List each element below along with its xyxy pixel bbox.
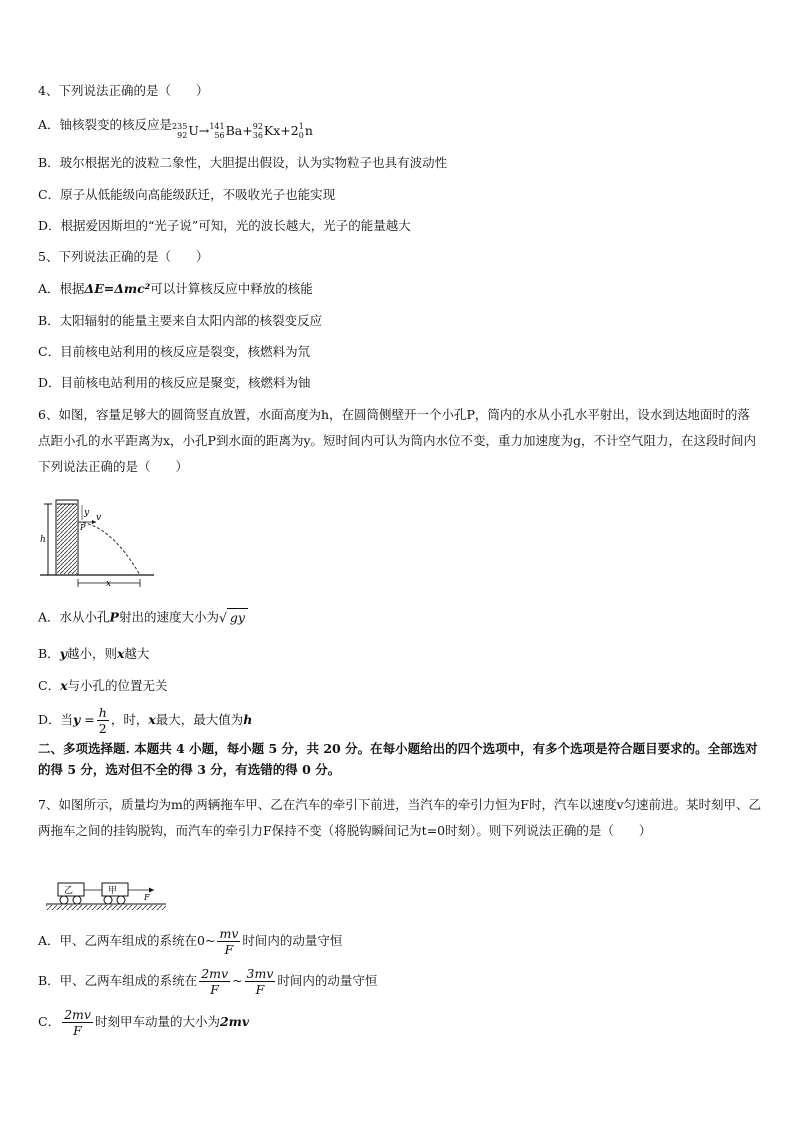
q6-option-c: C．x与小孔的位置无关 bbox=[38, 678, 168, 693]
fig-label-v: v bbox=[96, 513, 102, 523]
neutron-nuclide: 1 0 n bbox=[298, 122, 313, 140]
q7-figure-trailers bbox=[44, 878, 174, 912]
q6-option-a: A．水从小孔P射出的速度大小为√ gy bbox=[38, 608, 768, 627]
q6-stem: 6、如图，容量足够大的圆筒竖直放置，水面高度为h，在圆筒侧壁开一个小孔P，筒内的水从小孔水平射出，设水到达地面时的落点距小孔的水平距离为x，小孔P到水面的距离为y。短时间内可认为筒内水位不变，重力加速度为g，不计空气阻力，在这段时间内下列说法正确的是（ ） bbox=[38, 407, 757, 474]
q4-option-c: C．原子从低能级向高能级跃迁，不吸收光子也能实现 bbox=[38, 187, 336, 202]
fraction-2mv-over-f-c: $\frac{2mv}{F}$ bbox=[64, 1007, 91, 1038]
fig-label-yi: 乙 bbox=[64, 886, 74, 896]
fig-label-jia: 甲 bbox=[108, 886, 118, 896]
q6-option-b: B．y越小，则x越大 bbox=[38, 646, 150, 661]
krypton-nuclide: 92 36 Kx+2 bbox=[252, 122, 299, 140]
q7-option-b: B．甲、乙两车组成的系统在 $\frac{2mv}{F}$ ~ $\frac{3mv}{F}$ 时间内的动量守恒 bbox=[38, 966, 378, 997]
q4-stem: 4、下列说法正确的是（ ） bbox=[38, 83, 209, 98]
fig-label-y: y bbox=[84, 508, 90, 518]
q6-option-d: D．当y = $\frac{h}{2}$ ，时，x最大，最大值为h bbox=[38, 705, 253, 736]
fraction-h-over-2: $\frac{h}{2}$ bbox=[98, 705, 107, 736]
q5-option-c: C．目前核电站利用的核反应是裂变，核燃料为氘 bbox=[38, 344, 311, 359]
uranium-nuclide: 235 92 U→ bbox=[172, 122, 210, 140]
mass-energy-formula: ΔE=Δmc² bbox=[84, 281, 151, 296]
fraction-2mv-over-f: $\frac{2mv}{F}$ bbox=[201, 966, 229, 997]
fig-label-h: h bbox=[40, 535, 46, 545]
q5-option-d: D．目前核电站利用的核反应是聚变，核燃料为铀 bbox=[38, 375, 311, 390]
q5-stem: 5、下列说法正确的是（ ） bbox=[38, 249, 209, 264]
q4-option-b: B．玻尔根据光的波粒二象性，大胆提出假设，认为实物粒子也具有波动性 bbox=[38, 155, 448, 170]
q5-option-a: A．根据ΔE=Δmc²可以计算核反应中释放的核能 bbox=[38, 281, 313, 296]
q4-option-d: D．根据爱因斯坦的“光子说”可知，光的波长越大，光子的能量越大 bbox=[38, 218, 411, 233]
q4-a-prefix: A．铀核裂变的核反应是 bbox=[38, 117, 173, 132]
fraction-3mv-over-f: $\frac{3mv}{F}$ bbox=[246, 966, 274, 997]
q5-option-b: B．太阳辐射的能量主要来自太阳内部的核裂变反应 bbox=[38, 313, 323, 328]
q4-option-a bbox=[38, 116, 768, 140]
fig-label-x: x bbox=[106, 579, 112, 588]
fig-label-p: P bbox=[80, 523, 86, 532]
fraction-mv-over-f: $\frac{mv}{F}$ bbox=[219, 926, 239, 957]
q7-option-a: A．甲、乙两车组成的系统在0~ $\frac{mv}{F}$ 时间内的动量守恒 bbox=[38, 926, 343, 957]
q7-stem: 7、如图所示，质量均为m的两辆拖车甲、乙在汽车的牵引下前进，当汽车的牵引力恒为F时，汽车以速度v匀速前进。某时刻甲、乙两拖车之间的挂钩脱钩，而汽车的牵引力F保持不变（将脱钩瞬间记为t=0时刻）。则下列说法正确的是（ ） bbox=[38, 797, 762, 838]
section-2-instructions: 二、多项选择题. 本题共 4 小题，每小题 5 分，共 20 分。在每小题给出的四个选项中，有多个选项是符合题目要求的。全部选对的得 5 分，选对但不全的得 3 分，有选错的得 0 分。 bbox=[38, 741, 758, 777]
fig-label-f: F bbox=[144, 893, 150, 902]
sqrt-expression: √ gy bbox=[219, 608, 248, 627]
q6-figure-cylinder bbox=[40, 498, 156, 588]
q7-option-c: C． $\frac{2mv}{F}$ 时刻甲车动量的大小为2mv bbox=[38, 1007, 250, 1038]
barium-nuclide: 141 56 Ba+ bbox=[209, 122, 253, 140]
